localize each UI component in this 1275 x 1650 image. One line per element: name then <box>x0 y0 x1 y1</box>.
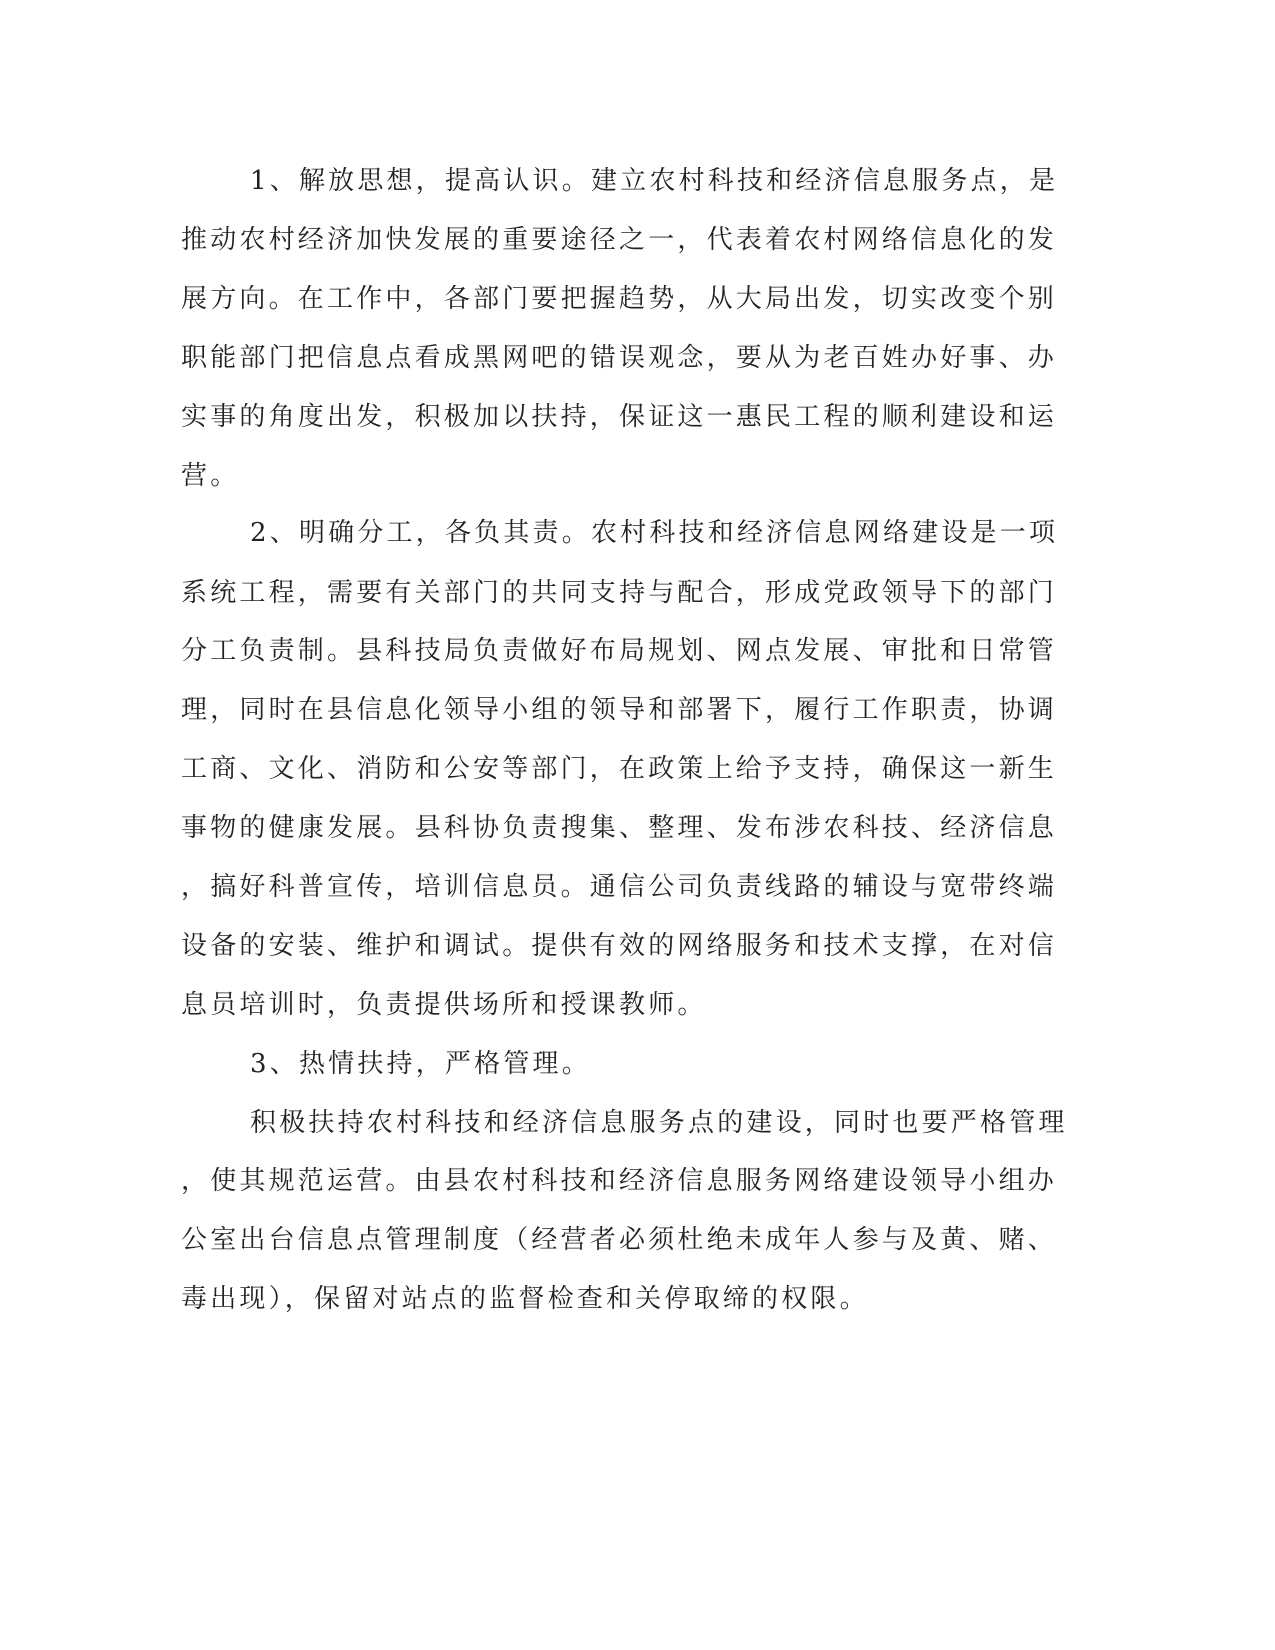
paragraph-2-line: 系统工程，需要有关部门的共同支持与配合，形成党政领导下的部门 <box>181 578 1058 608</box>
paragraph-1-line: 展方向。在工作中，各部门要把握趋势，从大局出发，切实改变个别 <box>181 284 1058 314</box>
paragraph-1-line: 营。 <box>181 461 240 491</box>
paragraph-2-line: ，搞好科普宣传，培训信息员。通信公司负责线路的辅设与宽带终端 <box>181 872 1058 902</box>
paragraph-4-first-line: 积极扶持农村科技和经济信息服务点的建设，同时也要严格管理 <box>250 1108 1068 1138</box>
paragraph-1-line: 职能部门把信息点看成黑网吧的错误观念，要从为老百姓办好事、办 <box>181 343 1058 373</box>
paragraph-4-line: 毒出现），保留对站点的监督检查和关停取缔的权限。 <box>181 1284 869 1314</box>
paragraph-2-line: 工商、文化、消防和公安等部门，在政策上给予支持，确保这一新生 <box>181 754 1058 784</box>
paragraph-2-line: 事物的健康发展。县科协负责搜集、整理、发布涉农科技、经济信息 <box>181 813 1058 843</box>
paragraph-2-line: 设备的安装、维护和调试。提供有效的网络服务和技术支撑，在对信 <box>181 931 1058 961</box>
paragraph-1-line: 实事的角度出发，积极加以扶持，保证这一惠民工程的顺利建设和运 <box>181 402 1058 432</box>
paragraph-1-heading-line: 1、解放思想，提高认识。建立农村科技和经济信息服务点，是 <box>250 166 1059 196</box>
paragraph-2-line: 分工负责制。县科技局负责做好布局规划、网点发展、审批和日常管 <box>181 636 1058 666</box>
paragraph-1-line: 推动农村经济加快发展的重要途径之一，代表着农村网络信息化的发 <box>181 225 1058 255</box>
paragraph-4-line: ，使其规范运营。由县农村科技和经济信息服务网络建设领导小组办 <box>181 1166 1058 1196</box>
paragraph-4-line: 公室出台信息点管理制度（经营者必须杜绝未成年人参与及黄、赌、 <box>181 1225 1058 1255</box>
paragraph-2-line: 理，同时在县信息化领导小组的领导和部署下，履行工作职责，协调 <box>181 695 1058 725</box>
paragraph-2-line: 息员培训时，负责提供场所和授课教师。 <box>181 990 707 1020</box>
paragraph-2-heading-line: 2、明确分工，各负其责。农村科技和经济信息网络建设是一项 <box>250 518 1059 548</box>
paragraph-3-heading-line: 3、热情扶持，严格管理。 <box>250 1049 591 1079</box>
